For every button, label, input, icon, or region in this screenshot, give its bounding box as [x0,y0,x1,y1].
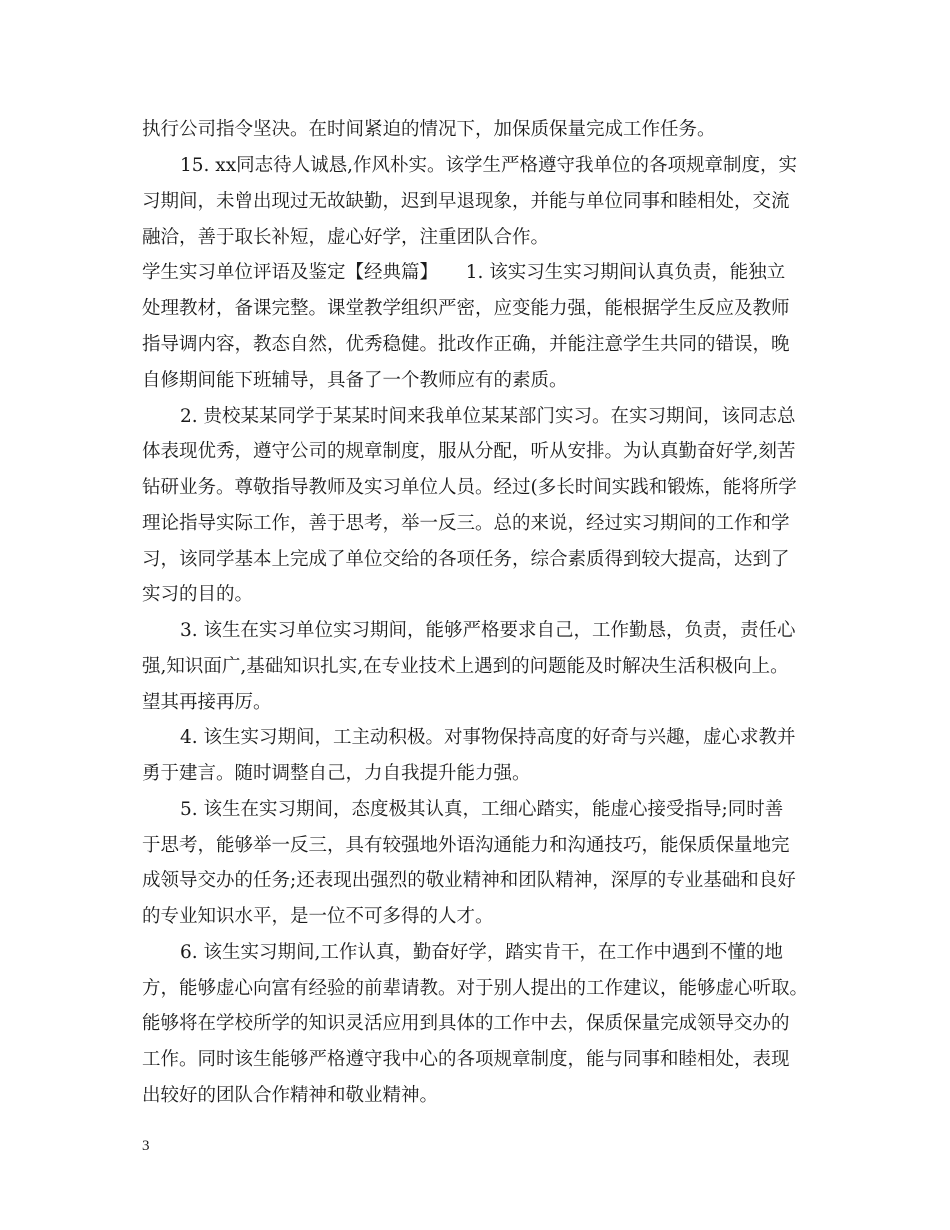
text-line: 工作。同时该生能够严格遵守我中心的各项规章制度，能与同事和睦相处，表现 [142,1049,790,1070]
text-line: 能够将在学校所学的知识灵活应用到具体的工作中去，保质保量完成领导交办的 [142,1013,790,1034]
text-line: 于思考，能够举一反三，具有较强地外语沟通能力和沟通技巧，能保质保量地完 [142,835,790,856]
text-line: 的专业知识水平，是一位不可多得的人才。 [142,906,494,927]
text-line: 钻研业务。尊敬指导教师及实习单位人员。经过(多长时间实践和锻炼，能将所学 [142,477,797,498]
text-line: 望其再接再厉。 [142,692,272,713]
text-line: 体表现优秀，遵守公司的规章制度，服从分配，听从安排。为认真勤奋好学,刻苦 [142,441,796,462]
text-line: 4. 该生实习期间，工主动积极。对事物保持高度的好奇与兴趣，虚心求教并 [180,727,796,748]
text-line: 习，该同学基本上完成了单位交给的各项任务，综合素质得到较大提高，达到了 [142,549,790,570]
text-line: 成领导交办的任务;还表现出强烈的敬业精神和团队精神，深厚的专业基础和良好 [142,870,796,891]
text-line: 强,知识面广,基础知识扎实,在专业技术上遇到的问题能及时解决生活积极向上。 [142,656,789,677]
text-line: 勇于建言。随时调整自己，力自我提升能力强。 [142,763,531,784]
page-number: 3 [142,1138,150,1154]
text-line: 习期间，未曾出现过无故缺勤，迟到早退现象，并能与单位同事和睦相处，交流 [142,191,790,212]
text-line: 6. 该生实习期间,工作认真，勤奋好学，踏实肯干，在工作中遇到不懂的地 [180,942,783,963]
text-line: 出较好的团队合作精神和敬业精神。 [142,1085,439,1106]
text-line: 理论指导实际工作，善于思考，举一反三。总的来说，经过实习期间的工作和学 [142,513,790,534]
text-line: 方，能够虚心向富有经验的前辈请教。对于别人提出的工作建议，能够虚心听取。 [142,978,809,999]
text-line: 处理教材，备课完整。课堂教学组织严密，应变能力强，能根据学生反应及教师 [142,298,790,319]
text-line: 融洽，善于取长补短，虚心好学，注重团队合作。 [142,227,550,248]
text-line: 实习的目的。 [142,584,254,605]
text-line: 15. xx同志待人诚恳,作风朴实。该学生严格遵守我单位的各项规章制度，实 [180,155,798,176]
text-line: 5. 该生在实习期间，态度极其认真，工细心踏实，能虚心接受指导;同时善 [180,799,784,820]
text-line: 指导调内容，教态自然，优秀稳健。批改作正确，并能注意学生共同的错误，晚 [142,334,790,355]
text-line: 执行公司指令坚决。在时间紧迫的情况下，加保质保量完成工作任务。 [142,119,716,140]
text-line: 2. 贵校某某同学于某某时间来我单位某某部门实习。在实习期间，该同志总 [180,406,796,427]
text-line: 学生实习单位评语及鉴定【经典篇】 1. 该实习生实习期间认真负责，能独立 [142,262,786,283]
text-line: 自修期间能下班辅导，具备了一个教师应有的素质。 [142,370,568,391]
text-line: 3. 该生在实习单位实习期间，能够严格要求自己，工作勤恳，负责，责任心 [180,620,796,641]
